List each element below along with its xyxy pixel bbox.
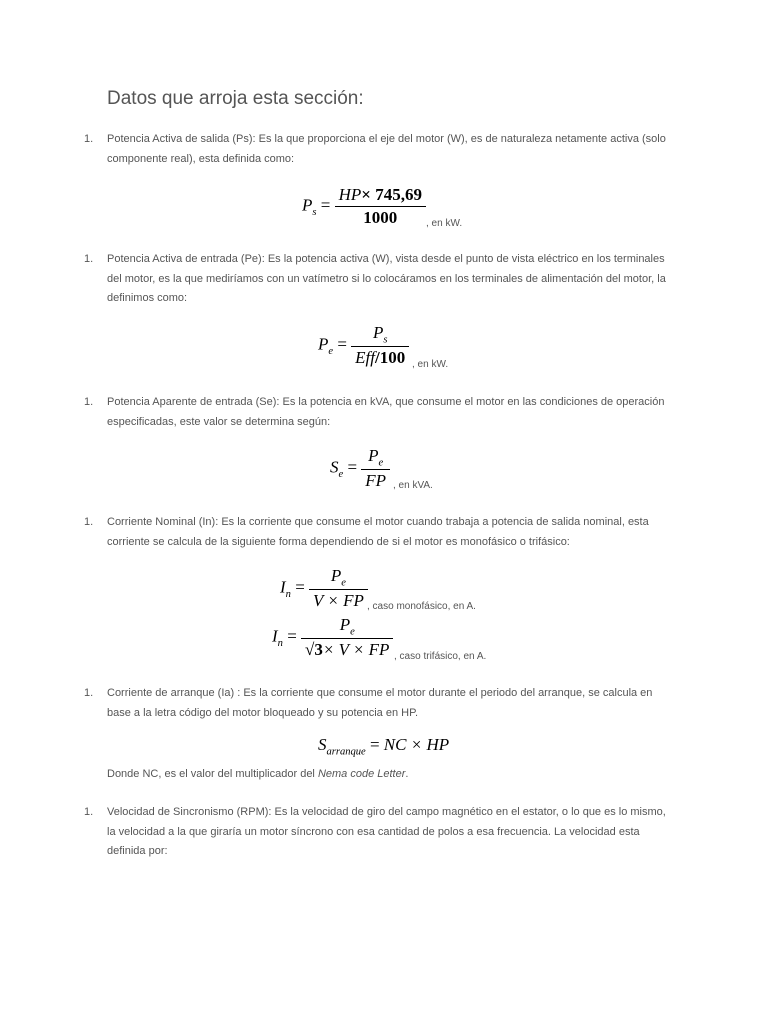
list-number: 1. xyxy=(84,253,94,265)
eq-equals: = xyxy=(347,457,358,477)
item-text: Velocidad de Sincronismo (RPM): Es la velocidad de giro del campo magnético en el estator, o lo que es lo mismo, la velocidad a la que giraría un motor síncrono con esa cantidad de polos a esa frecuencia. La velocidad esta definida por: xyxy=(107,806,666,857)
note-italic: Nema code Letter xyxy=(317,768,406,780)
eq-numerator: P xyxy=(339,615,351,634)
list-number: 1. xyxy=(84,396,94,408)
unit-label: , en kW. xyxy=(412,359,449,370)
eq-numerator-sub: e xyxy=(341,577,346,589)
equation-pe xyxy=(318,323,409,368)
eq-root: √3 xyxy=(305,640,323,660)
eq-lhs-sub: s xyxy=(312,206,317,218)
eq-rhs: NC × HP xyxy=(383,735,450,754)
equation-in-tri xyxy=(272,615,393,660)
eq-lhs-sub: e xyxy=(338,469,344,480)
eq-equals: = xyxy=(287,626,297,646)
list-number: 1. xyxy=(84,133,94,145)
eq-equals: = xyxy=(295,577,305,597)
eq-denominator-var: Eff xyxy=(355,348,376,368)
eq-numerator: P xyxy=(330,566,342,585)
eq-denominator-const: /100 xyxy=(375,348,406,368)
eq-numerator-sub: e xyxy=(378,457,384,469)
eq-denominator: 1000 xyxy=(335,206,426,228)
item-text: Potencia Aparente de entrada (Se): Es la potencia en kVA, que consume el motor en las condiciones de operación especificadas, este valor se determina según: xyxy=(107,396,665,428)
item-text: Corriente Nominal (In): Es la corriente que consume el motor cuando trabaja a potencia de salida nominal, esta corriente se calcula de la siguiente forma dependiendo de si el motor es monofásico o trifásico: xyxy=(107,516,649,548)
equation-ia xyxy=(318,735,449,757)
note-suffix: . xyxy=(405,768,409,780)
item-text: Corriente de arranque (Ia) : Es la corriente que consume el motor durante el periodo del arranque, se calcula en base a la letra código del motor bloqueado y su potencia en HP. xyxy=(107,687,653,719)
list-number: 1. xyxy=(84,687,94,699)
eq-lhs: I xyxy=(272,626,278,646)
eq-fraction xyxy=(335,185,426,228)
eq-lhs: S xyxy=(330,457,339,477)
eq-fraction xyxy=(351,323,409,368)
eq-lhs: S xyxy=(318,735,327,754)
equation-in-mono xyxy=(280,566,368,611)
nema-note xyxy=(107,768,408,780)
equation-ps xyxy=(302,185,426,228)
item-text: Potencia Activa de salida (Ps): Es la que proporciona el eje del motor (W), es de naturaleza netamente activa (solo componente real), esta definida como: xyxy=(107,133,666,165)
item-text: Potencia Activa de entrada (Pe): Es la potencia activa (W), vista desde el punto de vista eléctrico en los terminales del motor, es la que mediríamos con un vatímetro si lo colocáramos en los terminales de alimentación del motor, la definimos como: xyxy=(107,253,666,304)
eq-lhs-sub: n xyxy=(285,589,291,600)
unit-label-mono: , caso monofásico, en A. xyxy=(367,601,476,612)
unit-label-tri: , caso trifásico, en A. xyxy=(394,651,487,662)
eq-lhs: P xyxy=(302,195,313,215)
eq-lhs-sub: n xyxy=(277,638,283,649)
list-number: 1. xyxy=(84,516,94,528)
eq-equals: = xyxy=(337,334,347,354)
note-prefix: Donde NC, es el valor del multiplicador del xyxy=(107,768,318,780)
eq-fraction xyxy=(309,566,368,611)
eq-numerator-const: × 745,69 xyxy=(361,185,422,204)
unit-label: , en kW. xyxy=(426,218,463,229)
eq-lhs-sub: arranque xyxy=(326,746,366,758)
eq-numerator: P xyxy=(368,446,379,465)
eq-numerator-sub: s xyxy=(383,334,388,346)
eq-numerator: P xyxy=(372,323,384,342)
equation-se xyxy=(330,446,390,491)
eq-equals: = xyxy=(369,735,380,754)
eq-denominator: × V × FP xyxy=(322,640,390,660)
section-heading: Datos que arroja esta sección: xyxy=(107,88,364,109)
eq-numerator-var: HP xyxy=(338,185,362,204)
eq-fraction xyxy=(301,615,393,660)
eq-denominator: FP xyxy=(361,469,390,491)
unit-label: , en kVA. xyxy=(393,480,433,491)
eq-denominator: V × FP xyxy=(309,589,368,611)
eq-equals: = xyxy=(320,195,331,215)
eq-fraction xyxy=(361,446,390,491)
eq-numerator-sub: e xyxy=(350,626,355,638)
eq-lhs: I xyxy=(280,577,286,597)
eq-lhs: P xyxy=(318,334,329,354)
list-number: 1. xyxy=(84,806,94,818)
eq-lhs-sub: e xyxy=(328,346,334,357)
